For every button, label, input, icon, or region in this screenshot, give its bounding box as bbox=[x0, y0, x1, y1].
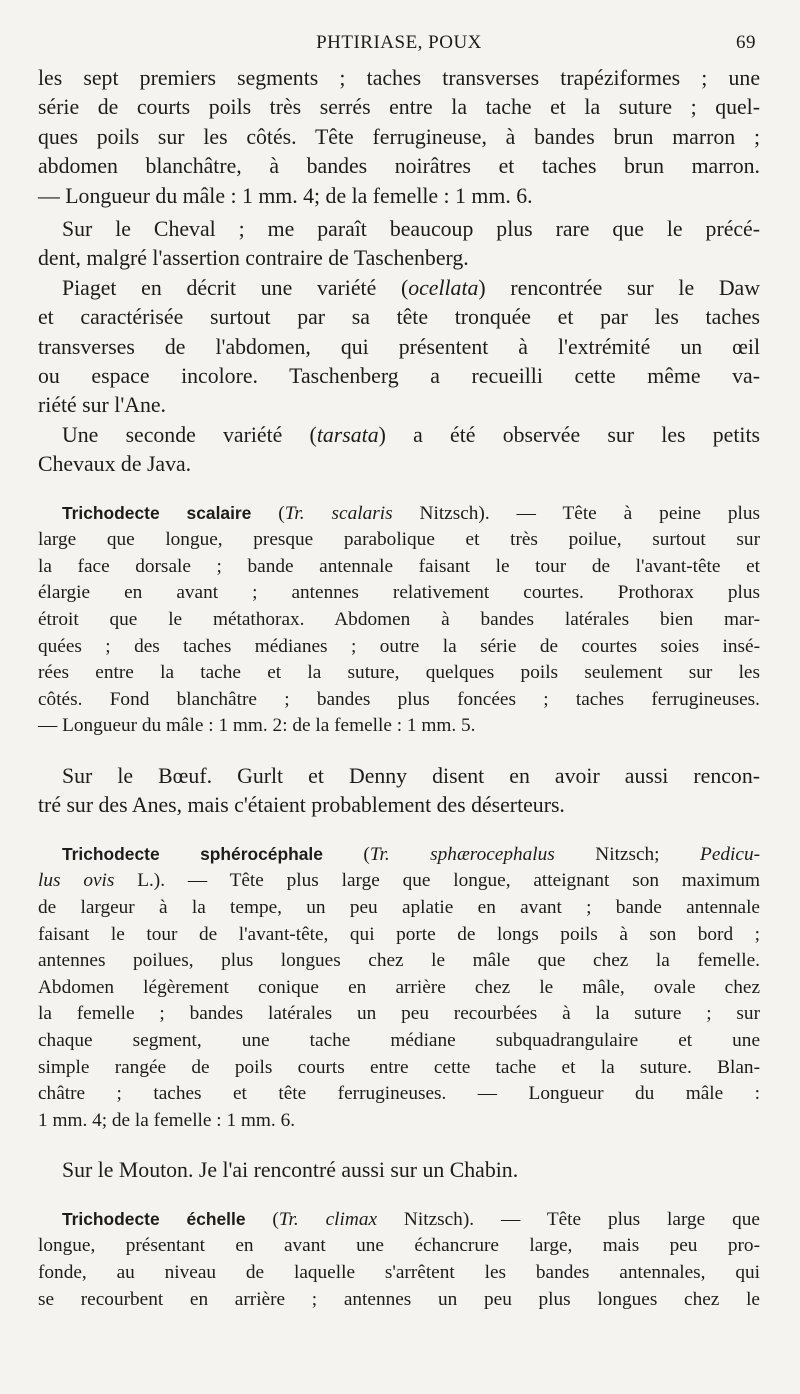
text-line: les sept premiers segments ; taches transverses trapéziformes ; une bbox=[38, 66, 760, 90]
text-line: riété sur l'Ane. bbox=[38, 393, 167, 418]
text-line: Chevaux de Java. bbox=[38, 452, 192, 477]
text-line bbox=[38, 1206, 760, 1234]
text-line: quées ; des taches médianes ; outre la série de courtes soies insé- bbox=[38, 635, 760, 657]
text-line: la femelle ; bandes latérales un peu recourbées à la suture ; sur bbox=[38, 1003, 760, 1025]
page-number: 69 bbox=[736, 32, 756, 53]
text-line: chaque segment, une tache médiane subquadrangulaire et une bbox=[38, 1030, 760, 1051]
text-segment: L.). — Tête plus large que longue, atteignant son maximum bbox=[114, 870, 760, 892]
latin-name: Tr. sphærocephalus bbox=[369, 843, 555, 865]
text-line: — Longueur du mâle : 1 mm. 2: de la femelle : 1 mm. 5. bbox=[38, 715, 476, 737]
running-header bbox=[38, 30, 760, 64]
species-name: Trichodecte scalaire bbox=[62, 502, 252, 523]
paragraph-host-horse bbox=[38, 215, 760, 274]
text-line bbox=[38, 500, 760, 528]
paragraph-host-ox bbox=[38, 762, 760, 821]
species-name: Trichodecte échelle bbox=[62, 1208, 246, 1229]
species-entry-echelle bbox=[38, 1206, 760, 1313]
text-line: châtre ; taches et tête ferrugineuses. — Longueur du mâle : bbox=[38, 1083, 760, 1105]
text-line: tré sur des Anes, mais c'étaient probablement des déserteurs. bbox=[38, 793, 565, 818]
text-line: de largeur à la tempe, un peu aplatie en avant ; bande antennale bbox=[38, 897, 760, 919]
text-segment: ( bbox=[251, 502, 285, 524]
text-segment: ( bbox=[322, 843, 370, 865]
text-line: simple rangée de poils courts entre cette tache et la suture. Blan- bbox=[38, 1056, 760, 1078]
paragraph-variety-ocellata bbox=[38, 274, 760, 421]
text-line: dent, malgré l'assertion contraire de Taschenberg. bbox=[38, 246, 469, 271]
latin-name: Tr. scalaris bbox=[284, 502, 393, 524]
text-segment: Nitzsch). — Tête plus large que bbox=[377, 1208, 760, 1230]
text-line: — Longueur du mâle : 1 mm. 4; de la femelle : 1 mm. 6. bbox=[38, 183, 533, 208]
text-line: large que longue, presque parabolique et très poilue, surtout sur bbox=[38, 529, 760, 551]
text-line: Sur le Bœuf. Gurlt et Denny disent en avoir aussi rencon- bbox=[62, 764, 760, 789]
text-line: ques poils sur les côtés. Tête ferrugineuse, à bandes brun marron ; bbox=[38, 124, 760, 149]
text-line: ou espace incolore. Taschenberg a recueilli cette même va- bbox=[38, 364, 760, 389]
text-line bbox=[38, 421, 760, 450]
text-line: Abdomen légèrement conique en arrière chez le mâle, ovale chez bbox=[38, 976, 760, 998]
text-segment: ( bbox=[245, 1208, 279, 1230]
latin-name: Pedicu- bbox=[700, 843, 760, 865]
text-line: la face dorsale ; bande antennale faisant le tour de l'avant-tête et bbox=[38, 555, 760, 577]
species-entry-spherocephale bbox=[38, 841, 760, 1135]
text-line: rées entre la tache et la suture, quelques poils seulement sur les bbox=[38, 662, 760, 684]
text-line: étroit que le métathorax. Abdomen à bandes latérales bien mar- bbox=[38, 609, 760, 631]
latin-name: tarsata bbox=[316, 422, 379, 447]
text-line: longue, présentant en avant une échancrure large, mais peu pro- bbox=[38, 1235, 760, 1257]
text-line: et caractérisée surtout par sa tête tronquée et par les taches bbox=[38, 305, 760, 330]
text-line: fonde, au niveau de laquelle s'arrêtent les bandes antennales, qui bbox=[38, 1261, 760, 1283]
species-entry-scalaire bbox=[38, 500, 760, 740]
text-line: antennes poilues, plus longues chez le mâle que chez la femelle. bbox=[38, 950, 760, 972]
text-line: abdomen blanchâtre, à bandes noirâtres et taches brun marron. bbox=[38, 154, 760, 179]
text-segment: Une seconde variété ( bbox=[62, 422, 317, 447]
paragraph-host-sheep bbox=[38, 1156, 760, 1185]
species-name: Trichodecte sphérocéphale bbox=[62, 843, 323, 864]
latin-name: Tr. climax bbox=[278, 1208, 378, 1230]
text-line bbox=[38, 274, 760, 303]
text-segment: ) a été observée sur les petits bbox=[378, 422, 760, 447]
latin-name: lus ovis bbox=[38, 870, 115, 892]
text-segment: Nitzsch). — Tête à peine plus bbox=[392, 502, 761, 524]
paragraph-continuation bbox=[38, 64, 760, 211]
paragraph-variety-tarsata bbox=[38, 421, 760, 480]
text-segment: Piaget en décrit une variété ( bbox=[62, 275, 409, 300]
text-line: Sur le Mouton. Je l'ai rencontré aussi sur un Chabin. bbox=[62, 1158, 519, 1183]
text-line: transverses de l'abdomen, qui présentent à l'extrémité un œil bbox=[38, 334, 760, 359]
latin-name: ocellata bbox=[408, 275, 479, 300]
text-segment: Nitzsch; bbox=[554, 843, 701, 865]
text-line: se recourbent en arrière ; antennes un peu plus longues chez le bbox=[38, 1288, 760, 1310]
text-line: faisant le tour de l'avant-tête, qui porte de longs poils à son bord ; bbox=[38, 923, 760, 945]
text-line bbox=[38, 868, 760, 895]
text-line bbox=[38, 841, 760, 869]
text-line: 1 mm. 4; de la femelle : 1 mm. 6. bbox=[38, 1109, 296, 1131]
text-line: Sur le Cheval ; me paraît beaucoup plus rare que le précé- bbox=[62, 217, 760, 242]
text-line: élargie en avant ; antennes relativement courtes. Prothorax plus bbox=[38, 582, 760, 604]
running-title: PHTIRIASE, POUX bbox=[316, 32, 482, 53]
text-line: série de courts poils très serrés entre la tache et la suture ; quel- bbox=[38, 95, 760, 120]
text-segment: ) rencontrée sur le Daw bbox=[478, 275, 760, 300]
text-line: côtés. Fond blanchâtre ; bandes plus foncées ; taches ferrugineuses. bbox=[38, 688, 760, 710]
